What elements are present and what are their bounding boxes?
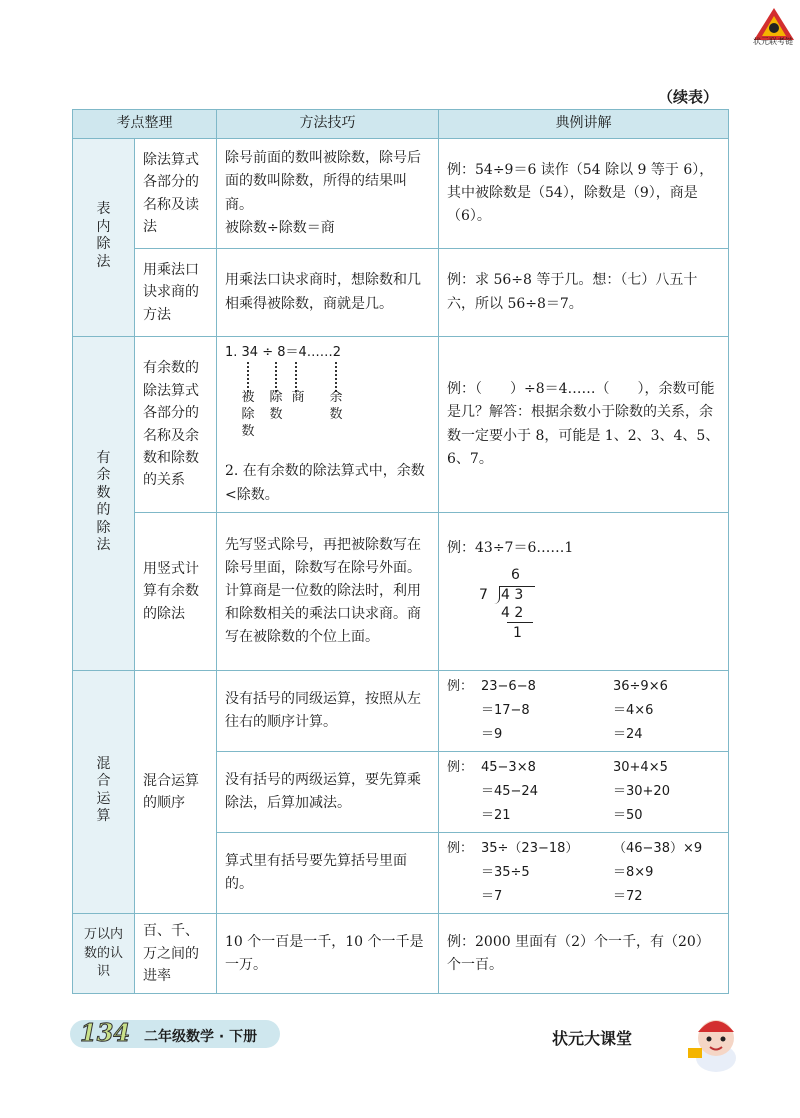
- label-divisor: 除数: [269, 390, 283, 423]
- category-cell: [73, 139, 135, 337]
- review-table: [72, 109, 729, 994]
- method-cell: 算式里有括号要先算括号里面的。: [217, 833, 439, 914]
- division-annotation: [225, 342, 430, 460]
- header-example: 典例讲解: [439, 110, 729, 139]
- method-cell: 没有括号的两级运算，要先算乘除法，后算加减法。: [217, 752, 439, 833]
- ex-left: ＝7: [481, 889, 503, 905]
- mixed-example: [447, 675, 720, 747]
- ld-quotient: 6: [511, 567, 520, 584]
- example-text: 例：43÷7＝6……1: [447, 539, 574, 556]
- label-dividend: 被除数: [241, 390, 255, 440]
- topic-cell: 除法算式各部分的名称及读法: [135, 139, 217, 249]
- publisher-logo-text: 状元联考链: [753, 37, 793, 46]
- ld-bracket: [493, 586, 500, 604]
- ex-right: ＝8×9: [613, 865, 654, 881]
- ex-right: ＝4×6: [613, 703, 654, 719]
- ex-right: （46−38）×9: [613, 841, 703, 857]
- method-cell: 10 个一百是一千，10 个一千是一万。: [217, 914, 439, 994]
- method-cell: 先写竖式除号，再把被除数写在除号里面，除数写在除号外面。计算商是一位数的除法时，利用和除数相关的乘法口诀求商。商写在被除数的个位上面。: [217, 513, 439, 671]
- ld-divisor: 7: [479, 587, 488, 604]
- ex-right: ＝24: [613, 727, 643, 743]
- ex-left: ＝45−24: [481, 784, 538, 800]
- example-cell: [439, 671, 729, 752]
- category-cell: [73, 914, 135, 994]
- category-label: 表内除法: [96, 201, 111, 270]
- brand-name: 状元大课堂: [552, 1029, 633, 1048]
- pointer-dots: [335, 362, 337, 392]
- method-cell: [217, 139, 439, 249]
- ex-left: 23−6−8: [481, 679, 536, 694]
- example-cell: 例：54÷9＝6 读作（54 除以 9 等于 6），其中被除数是（54），除数是（9），商是（6）。: [439, 139, 729, 249]
- ex-left: ＝35÷5: [481, 865, 530, 881]
- topic-cell: 百、千、万之间的进率: [135, 914, 217, 994]
- table-header-row: [73, 110, 729, 139]
- example-cell: [439, 513, 729, 671]
- ex-right: ＝72: [613, 889, 643, 905]
- example-cell: 例：2000 里面有（2）个一千，有（20）个一百。: [439, 914, 729, 994]
- method-note: 2. 在有余数的除法算式中，余数<除数。: [225, 463, 425, 503]
- table-row: [73, 671, 729, 752]
- header-topic: 考点整理: [73, 110, 217, 139]
- table-row: [73, 139, 729, 249]
- table-row: [73, 337, 729, 513]
- header-method: 方法技巧: [217, 110, 439, 139]
- ex-prefix: 例：: [447, 679, 474, 694]
- ld-product: 4 2: [501, 605, 524, 622]
- book-title: 二年级数学 · 下册: [144, 1029, 258, 1045]
- ex-left: 45−3×8: [481, 760, 536, 776]
- long-division: [479, 564, 569, 646]
- ld-remainder: 1: [513, 625, 522, 642]
- category-cell: [73, 337, 135, 671]
- ex-left: ＝21: [481, 808, 511, 824]
- continued-label: （续表）: [657, 88, 718, 106]
- method-cell: 用乘法口诀求商时，想除数和几相乘得被除数，商就是几。: [217, 249, 439, 337]
- category-label: 混合运算: [96, 755, 111, 825]
- pointer-dots: [295, 362, 297, 392]
- method-cell: 没有括号的同级运算，按照从左往右的顺序计算。: [217, 671, 439, 752]
- category-label: 有余数的除法: [96, 449, 111, 554]
- example-cell: 例：（ ）÷8＝4……（ ），余数可能是几？解答：根据余数小于除数的关系，余数一定要小于 8，可能是 1、2、3、4、5、6、7。: [439, 337, 729, 513]
- ld-dividend: 4 3: [501, 587, 524, 604]
- example-cell: [439, 833, 729, 914]
- ex-prefix: 例：: [447, 760, 474, 776]
- topic-cell: 混合运算的顺序: [135, 671, 217, 914]
- category-cell: [73, 671, 135, 914]
- label-remainder: 余数: [329, 390, 343, 423]
- mascot-icon: [680, 1008, 752, 1074]
- method-formula: 被除数÷除数＝商: [225, 219, 335, 236]
- division-equation: 1. 34 ÷ 8＝4……2: [225, 345, 342, 361]
- ex-left: ＝9: [481, 727, 503, 743]
- page-number: 134: [80, 1018, 131, 1047]
- ex-right: 36÷9×6: [613, 679, 668, 694]
- category-label: 万以内数的认识: [83, 926, 123, 980]
- table-row: [73, 914, 729, 994]
- table-row: [73, 513, 729, 671]
- example-cell: 例：求 56÷8 等于几。想：（七）八五十六，所以 56÷8＝7。: [439, 249, 729, 337]
- ex-right: ＝30+20: [613, 784, 670, 800]
- label-quotient: 商: [291, 390, 305, 406]
- mixed-example: [447, 756, 720, 828]
- method-text: 除号前面的数叫被除数，除号后面的数叫除数，所得的结果叫商。: [225, 150, 421, 213]
- topic-cell: 用竖式计算有余数的除法: [135, 513, 217, 671]
- topic-cell: 用乘法口诀求商的方法: [135, 249, 217, 337]
- ex-left: ＝17−8: [481, 703, 530, 719]
- pointer-dots: [247, 362, 249, 392]
- pointer-dots: [275, 362, 277, 392]
- example-cell: [439, 752, 729, 833]
- ex-right: 30+4×5: [613, 760, 668, 776]
- table-row: [73, 249, 729, 337]
- topic-cell: 有余数的除法算式各部分的名称及余数和除数的关系: [135, 337, 217, 513]
- ex-right: ＝50: [613, 808, 643, 824]
- method-cell: [217, 337, 439, 513]
- mixed-example: [447, 837, 720, 909]
- ex-left: 35÷（23−18）: [481, 841, 579, 857]
- ex-prefix: 例：: [447, 841, 474, 857]
